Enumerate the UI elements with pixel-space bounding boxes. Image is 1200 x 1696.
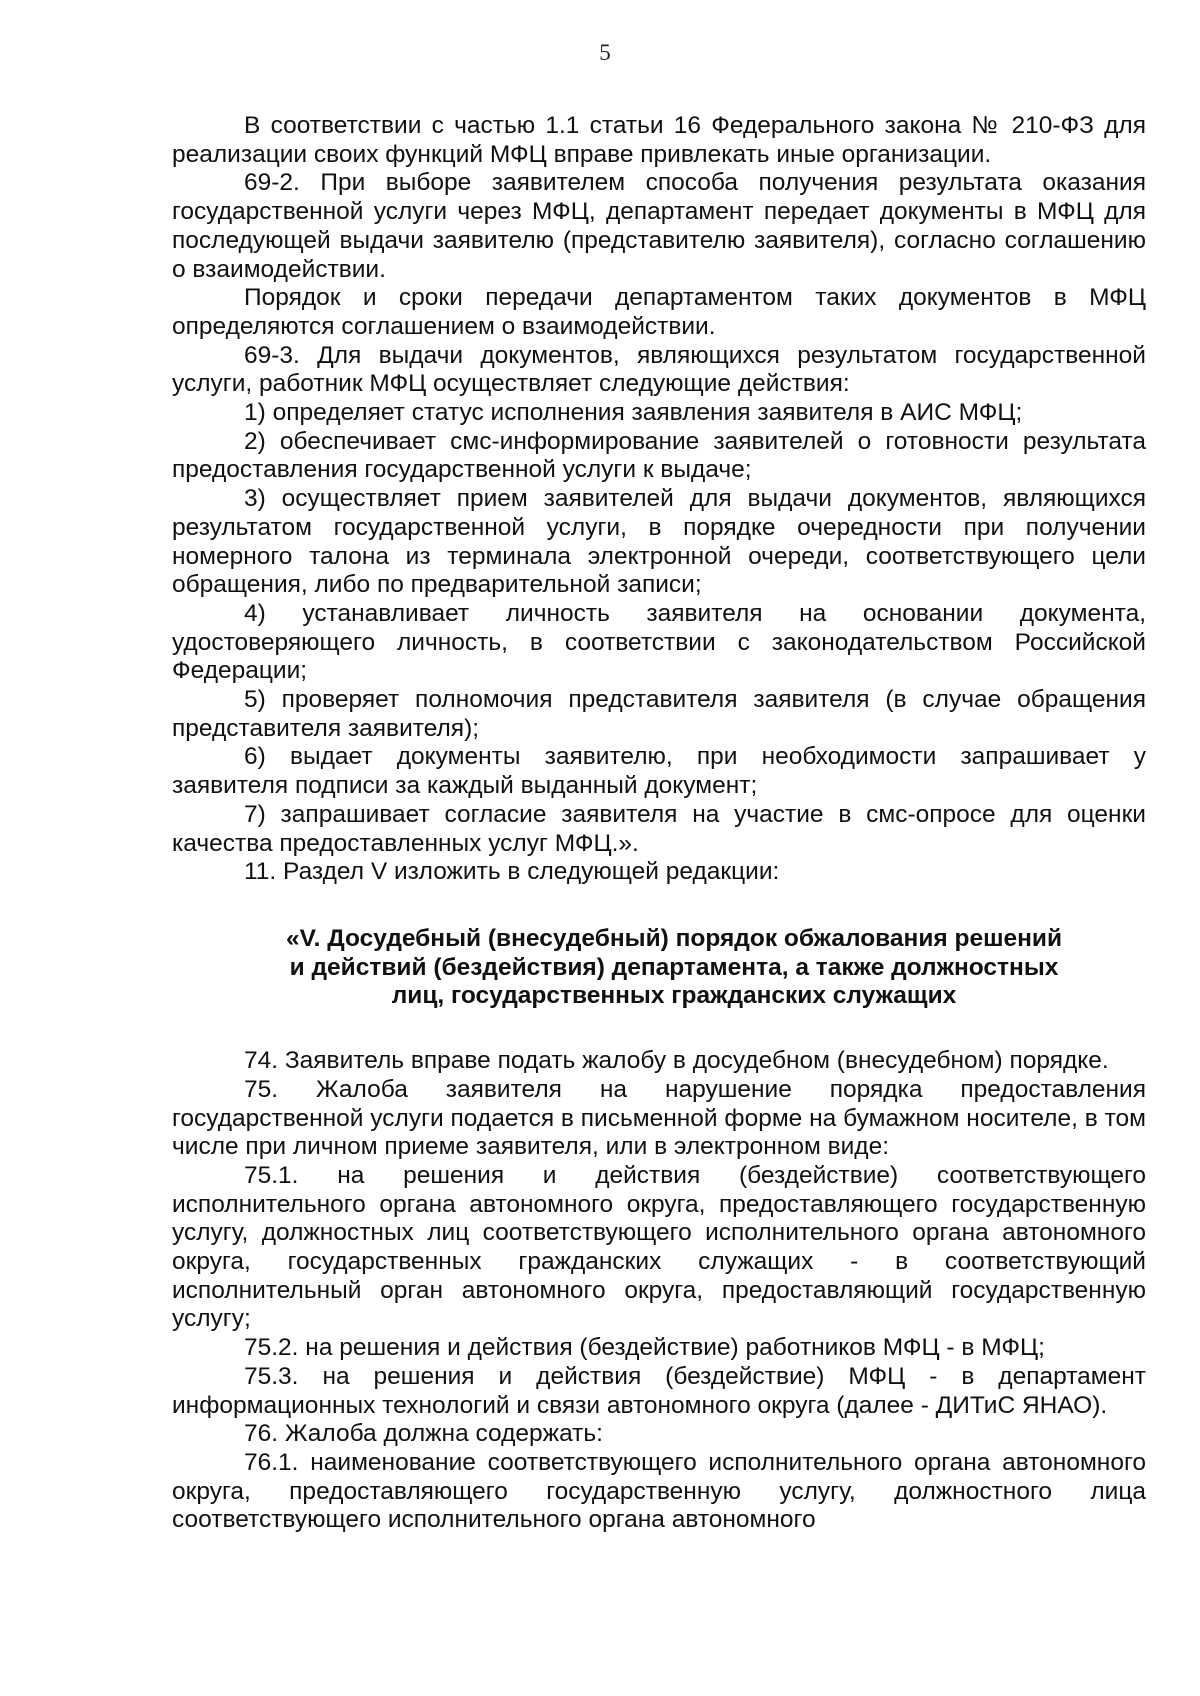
- list-item-1: 1) определяет статус исполнения заявления заявителя в АИС МФЦ;: [244, 399, 1023, 427]
- list-item-4: 4) устанавливает личность заявителя на основании документа, удостоверяющего личность, в соответствии с законодательством Российской Федерации;: [172, 599, 1146, 685]
- paragraph-74: 74. Заявитель вправе подать жалобу в досудебном (внесудебном) порядке.: [244, 1047, 1109, 1075]
- list-item-7: 7) запрашивает согласие заявителя на участие в смс-опросе для оценки качества предоставленных услуг МФЦ.».: [172, 800, 1146, 857]
- paragraph-75-1: 75.1. на решения и действия (бездействие) соответствующего исполнительного органа автономного округа, предоставляющего государственную услугу, должностных лиц соответствующего исполнительного органа автономного округа, государственных гражданских служащих - в соответствующий исполнительный орган автономного округа, предоставляющий государственную услугу;: [172, 1161, 1146, 1333]
- paragraph-mfc-organizations: В соответствии с частью 1.1 статьи 16 Федерального закона № 210-ФЗ для реализации своих функций МФЦ вправе привлекать иные организации.: [172, 112, 1146, 168]
- paragraph-76: 76. Жалоба должна содержать:: [244, 1420, 603, 1448]
- paragraph-75-2: 75.2. на решения и действия (бездействие) работников МФЦ - в МФЦ;: [244, 1334, 1045, 1362]
- paragraph-76-1: 76.1. наименование соответствующего исполнительного органа автономного округа, предоставляющего государственную услугу, должностного лица соответствующего исполнительного органа автономного: [172, 1448, 1146, 1534]
- list-item-3: 3) осуществляет прием заявителей для выдачи документов, являющихся результатом государственной услуги, в порядке очередности при получении номерного талона из терминала электронной очереди, соответствующего цели обращения, либо по предварительной записи;: [172, 485, 1146, 599]
- paragraph-transfer-order: Порядок и сроки передачи департаментом таких документов в МФЦ определяются соглашением о взаимодействии.: [172, 284, 1146, 340]
- section-heading-line-3: лиц, государственных гражданских служащих: [391, 982, 957, 1010]
- paragraph-11: 11. Раздел V изложить в следующей редакции:: [244, 858, 780, 886]
- list-item-5: 5) проверяет полномочия представителя заявителя (в случае обращения представителя заявителя);: [172, 686, 1146, 742]
- list-item-2: 2) обеспечивает смс-информирование заявителей о готовности результата предоставления государственной услуги к выдаче;: [172, 427, 1146, 484]
- paragraph-69-2: 69-2. При выборе заявителем способа получения результата оказания государственной услуги через МФЦ, департамент передает документы в МФЦ для последующей выдачи заявителю (представителю заявителя), согласно соглашению о взаимодействии.: [172, 169, 1146, 283]
- section-heading-line-2: и действий (бездействия) департамента, а также должностных: [289, 953, 1059, 981]
- document-body: [172, 112, 1146, 1535]
- paragraph-75-3: 75.3. на решения и действия (бездействие) МФЦ - в департамент информационных технологий и связи автономного округа (далее - ДИТиС ЯНАО).: [172, 1362, 1146, 1419]
- page-number: 5: [599, 40, 611, 65]
- paragraph-69-3: 69-3. Для выдачи документов, являющихся результатом государственной услуги, работник МФЦ осуществляет следующие действия:: [172, 341, 1146, 398]
- section-heading-line-1: «V. Досудебный (внесудебный) порядок обжалования решений: [285, 924, 1063, 952]
- list-item-6: 6) выдает документы заявителю, при необходимости запрашивает у заявителя подписи за каждый выданный документ;: [172, 743, 1146, 800]
- section-heading: [172, 925, 1146, 1011]
- paragraph-75: 75. Жалоба заявителя на нарушение порядка предоставления государственной услуги подается в письменной форме на бумажном носителе, в том числе при личном приеме заявителя, или в электронном виде:: [172, 1075, 1146, 1161]
